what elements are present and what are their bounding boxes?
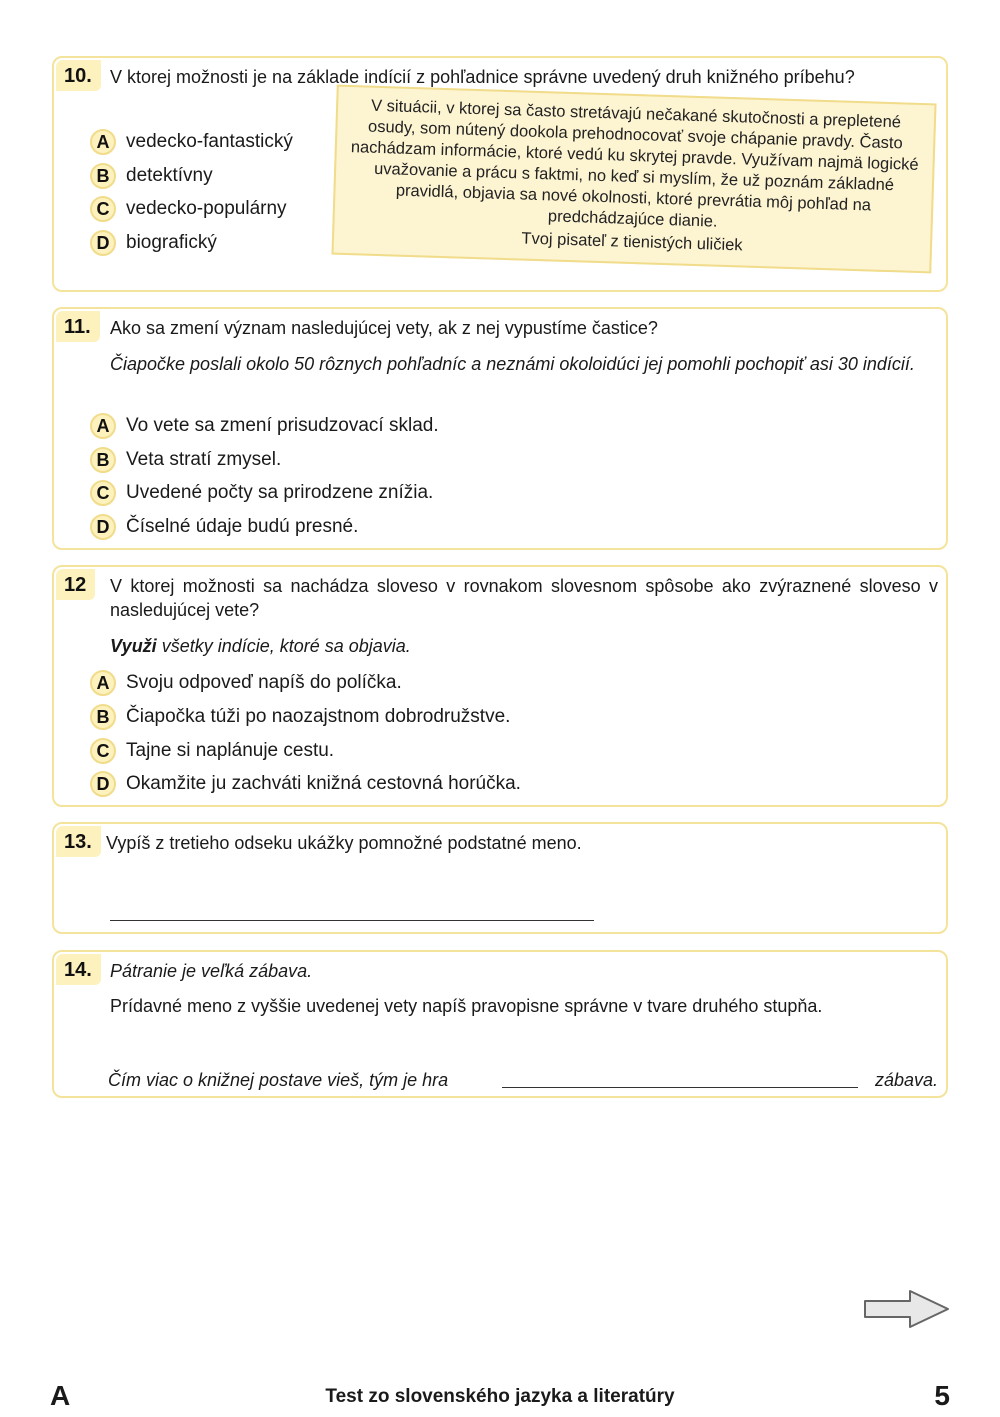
question-number: 14. (56, 954, 101, 985)
option-d[interactable] (90, 770, 521, 798)
test-title: Test zo slovenského jazyka a literatúry (325, 1386, 675, 1407)
option-text: Číselné údaje budú presné. (126, 516, 359, 537)
answer-line[interactable] (110, 920, 594, 921)
question-number: 11. (56, 311, 100, 342)
sentence-rest: všetky indície, ktoré sa objavia. (156, 636, 411, 656)
option-c[interactable] (90, 479, 433, 507)
option-text: vedecko-populárny (126, 198, 287, 219)
option-letter: A (90, 413, 116, 439)
answer-line[interactable] (502, 1087, 858, 1088)
option-text: Okamžite ju zachváti knižná cestovná horúčka. (126, 773, 521, 794)
option-d[interactable] (90, 229, 217, 257)
option-letter: B (90, 704, 116, 730)
option-letter: A (90, 670, 116, 696)
question-sentence: Pátranie je veľká zábava. (110, 961, 313, 981)
question-10 (52, 56, 948, 292)
page-number: 5 (934, 1380, 950, 1411)
option-letter: D (90, 771, 116, 797)
option-letter: C (90, 738, 116, 764)
postcard-note (331, 85, 936, 274)
fill-after: zábava. (874, 1070, 938, 1090)
question-number: 13. (56, 826, 101, 857)
option-a[interactable] (90, 412, 439, 440)
option-d[interactable] (90, 513, 358, 541)
option-text: Vo vete sa zmení prisudzovací sklad. (126, 415, 439, 436)
question-sentence: Čiapočke poslali okolo 50 rôznych pohľadníc a neznámi okoloidúci jej pomohli pochopiť asi 30 indícií. (110, 354, 915, 374)
option-a[interactable] (90, 128, 293, 156)
option-a[interactable] (90, 669, 402, 697)
highlighted-verb: Využi (110, 636, 157, 656)
option-b[interactable] (90, 703, 510, 731)
option-text: Uvedené počty sa prirodzene znížia. (126, 482, 434, 503)
test-variant: A (50, 1380, 71, 1411)
question-text: Vypíš z tretieho odseku ukážky pomnožné podstatné meno. (106, 833, 582, 853)
option-c[interactable] (90, 195, 287, 223)
question-text: Ako sa zmení význam nasledujúcej vety, ak z nej vypustíme častice? (110, 318, 658, 338)
option-b[interactable] (90, 162, 213, 190)
question-number: 10. (56, 60, 101, 91)
option-letter: B (90, 447, 116, 473)
option-letter: A (90, 129, 116, 155)
question-text: V ktorej možnosti sa nachádza sloveso v rovnakom slovesnom spôsobe ako zvýraznené sloveso v nasledujúcej vete? (110, 576, 938, 620)
question-number: 12 (56, 569, 95, 600)
postcard-text: V situácii, v ktorej sa často stretávajú nečakané skutočnosti a prepletené osudy, som nútený dookola prehodnocovať svoje chápanie pravdy. Často nachádzam informácie, ktoré vedú ku skrytej pravde. Využívam najmä logické uvažovanie a prácu s faktmi, no keď si myslím, že už poznám základné pravidlá, objavia sa nové okolnosti, ktoré prevrátia môj pohľad na predchádzajúce dianie. (350, 96, 919, 231)
right-arrow-icon[interactable] (862, 1288, 952, 1330)
option-letter: D (90, 514, 116, 540)
option-letter: B (90, 163, 116, 189)
option-text: Svoju odpoveď napíš do políčka. (126, 672, 402, 693)
option-text: Tajne si naplánuje cestu. (126, 740, 335, 761)
option-text: Čiapočka túži po naozajstnom dobrodružstve. (126, 706, 511, 727)
option-b[interactable] (90, 446, 281, 474)
postcard-signature: Tvoj pisateľ z tienistých uličiek (521, 229, 743, 255)
fill-before: Čím viac o knižnej postave vieš, tým je hra (108, 1070, 449, 1090)
option-text: vedecko-fantastický (126, 131, 293, 152)
question-14 (52, 950, 948, 1098)
question-instruction: Prídavné meno z vyššie uvedenej vety napíš pravopisne správne v tvare druhého stupňa. (110, 996, 823, 1016)
option-letter: C (90, 480, 116, 506)
page-footer (0, 1380, 1000, 1414)
option-c[interactable] (90, 737, 334, 765)
option-letter: C (90, 196, 116, 222)
question-12 (52, 565, 948, 807)
question-13 (52, 822, 948, 934)
option-text: detektívny (126, 165, 213, 186)
question-11 (52, 307, 948, 550)
question-text: V ktorej možnosti je na základe indícií z pohľadnice správne uvedený druh knižného príbehu? (110, 67, 855, 87)
option-letter: D (90, 230, 116, 256)
option-text: Veta stratí zmysel. (126, 449, 282, 470)
question-sentence (110, 634, 938, 658)
option-text: biografický (126, 232, 217, 253)
